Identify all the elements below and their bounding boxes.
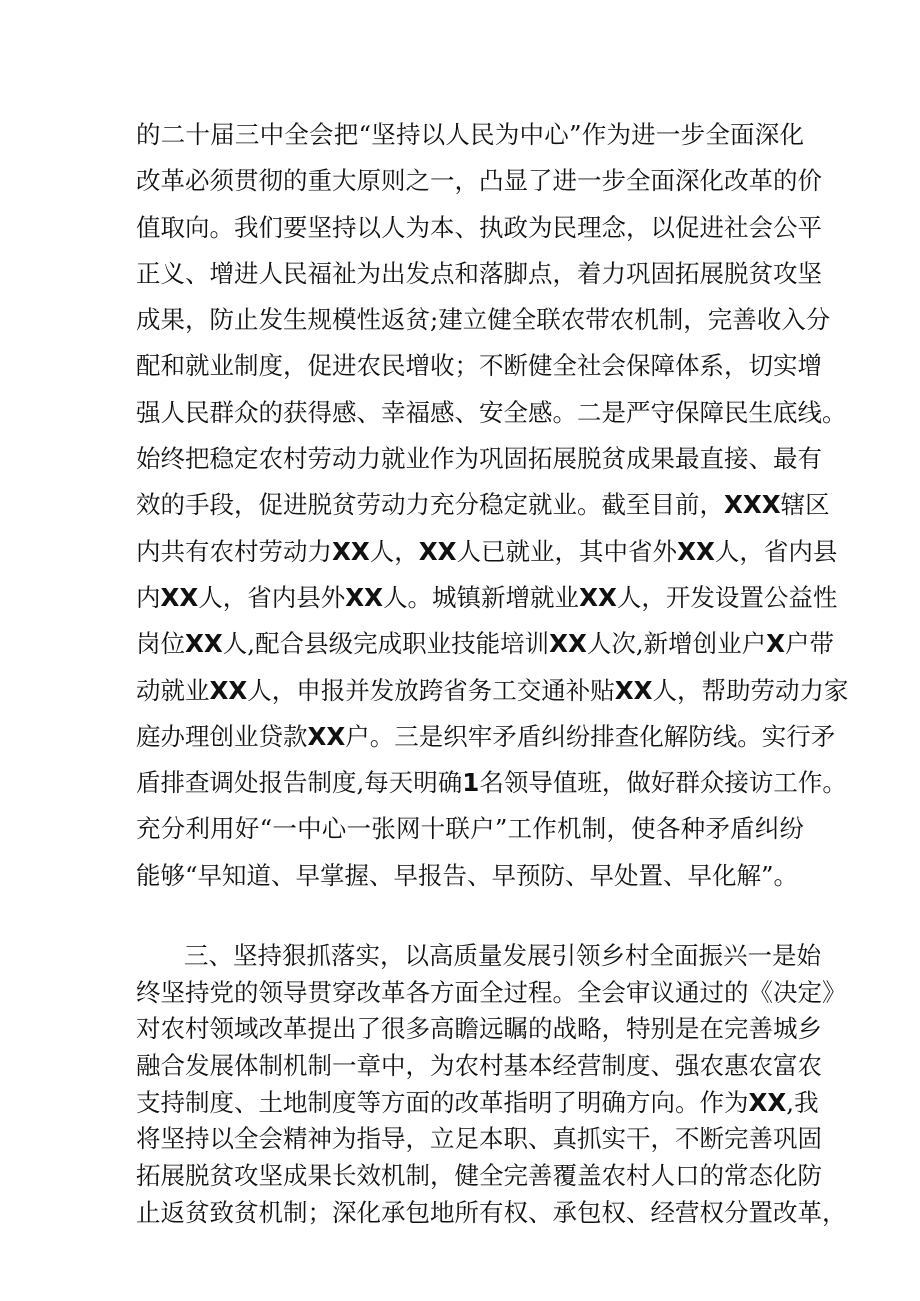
- text-line: 岗位XX人,配合县级完成职业技能培训XX人次,新增创业户X户带: [136, 629, 835, 659]
- text-line: 三、坚持狠抓落实，以高质量发展引领乡村全面振兴一是始: [184, 941, 821, 970]
- text-line: 终坚持党的领导贯穿改革各方面全过程。全会审议通过的《决定》: [136, 977, 847, 1007]
- text-line: 融合发展体制机制一章中，为农村基本经营制度、强农惠农富农: [136, 1051, 822, 1081]
- text-line: 正 义 、 增 进 人 民 福 祉 为 出 发 点 和 落 脚 点 ， 着 力 巩 固 拓 展 脱 贫 攻 坚: [136, 258, 822, 288]
- text-line: 值 取 向 。 我 们 要 坚 持 以 人 为 本 、 执 政 为 民 理 念 ， 以 促 进 社 会 公 平: [136, 212, 822, 242]
- text-line: 止返贫致贫机制；深化承包地所有权、承包权、经营权分置改革，: [136, 1197, 847, 1227]
- text-line: 配 和 就 业 制 度 ， 促 进 农 民 增 收 ； 不 断 健 全 社 会 保 障 体 系 ， 切 实 增: [136, 351, 822, 381]
- text-line: 能够“早知道、早掌握、早报告、早预防、早处置、早化解”。: [136, 860, 799, 890]
- text-line: 充 分 利 用 好 “ 一 中 心 一 张 网 十 联 户 ” 工 作 机 制 ， 使 各 种 矛 盾 纠 纷: [136, 814, 804, 844]
- paragraph-2: [136, 938, 847, 1232]
- text-line: 强 人 民 群 众 的 获 得 感 、 幸 福 感 、 安 全 感 。 二 是 严 守 保 障 民 生 底 线 。: [136, 397, 847, 427]
- text-line: 盾排查调处报告制度,每天明确1名领导值班，做好群众接访工作。: [136, 768, 847, 798]
- text-line: 庭办理创业贷款XX户。三是织牢矛盾纠纷排查化解防线。实行矛: [136, 721, 836, 751]
- paragraph-1: [136, 112, 849, 899]
- text-line: 内共有农村劳动力XX人，XX人已就业，其中省外XX人，省内县: [136, 536, 838, 566]
- text-line: 改 革 必 须 贯 彻 的 重 大 原 则 之 一 ， 凸 显 了 进 一 步 全 面 深 化 改 革 的 价: [136, 166, 822, 196]
- text-line: 拓展脱贫攻坚成果长效机制，健全完善覆盖农村人口的常态化防: [136, 1161, 822, 1191]
- text-line: 的 二 十 届 三 中 全 会 把 “ 坚 持 以 人 民 为 中 心 ” 作 为 进 一 步 全 面 深 化: [136, 120, 804, 149]
- text-line: 内XX人，省内县外XX人。城镇新增就业XX人，开发设置公益性: [136, 582, 838, 612]
- text-line: 对农村领域改革提出了很多高瞻远瞩的战略，特别是在完善城乡: [136, 1014, 822, 1044]
- text-line: 成 果 ， 防 止 发 生 规 模 性 返 贫 ; 建 立 健 全 联 农 带 农 机 制 ， 完 善 收 入 分: [136, 305, 831, 335]
- text-line: 支持制度、土地制度等方面的改革指明了明确方向。作为XX,我: [136, 1087, 819, 1117]
- text-line: 始 终 把 稳 定 农 村 劳 动 力 就 业 作 为 巩 固 拓 展 脱 贫 成 果 最 直 接 、 最 有: [136, 444, 822, 474]
- text-line: 效的手段，促进脱贫劳动力充分稳定就业。截至目前，XXX辖区: [136, 490, 830, 520]
- text-line: 动就业XX人，申报并发放跨省务工交通补贴XX人，帮助劳动力家: [136, 675, 849, 705]
- text-line: 将坚持以全会精神为指导，立足本职、真抓实干，不断完善巩固: [136, 1124, 822, 1154]
